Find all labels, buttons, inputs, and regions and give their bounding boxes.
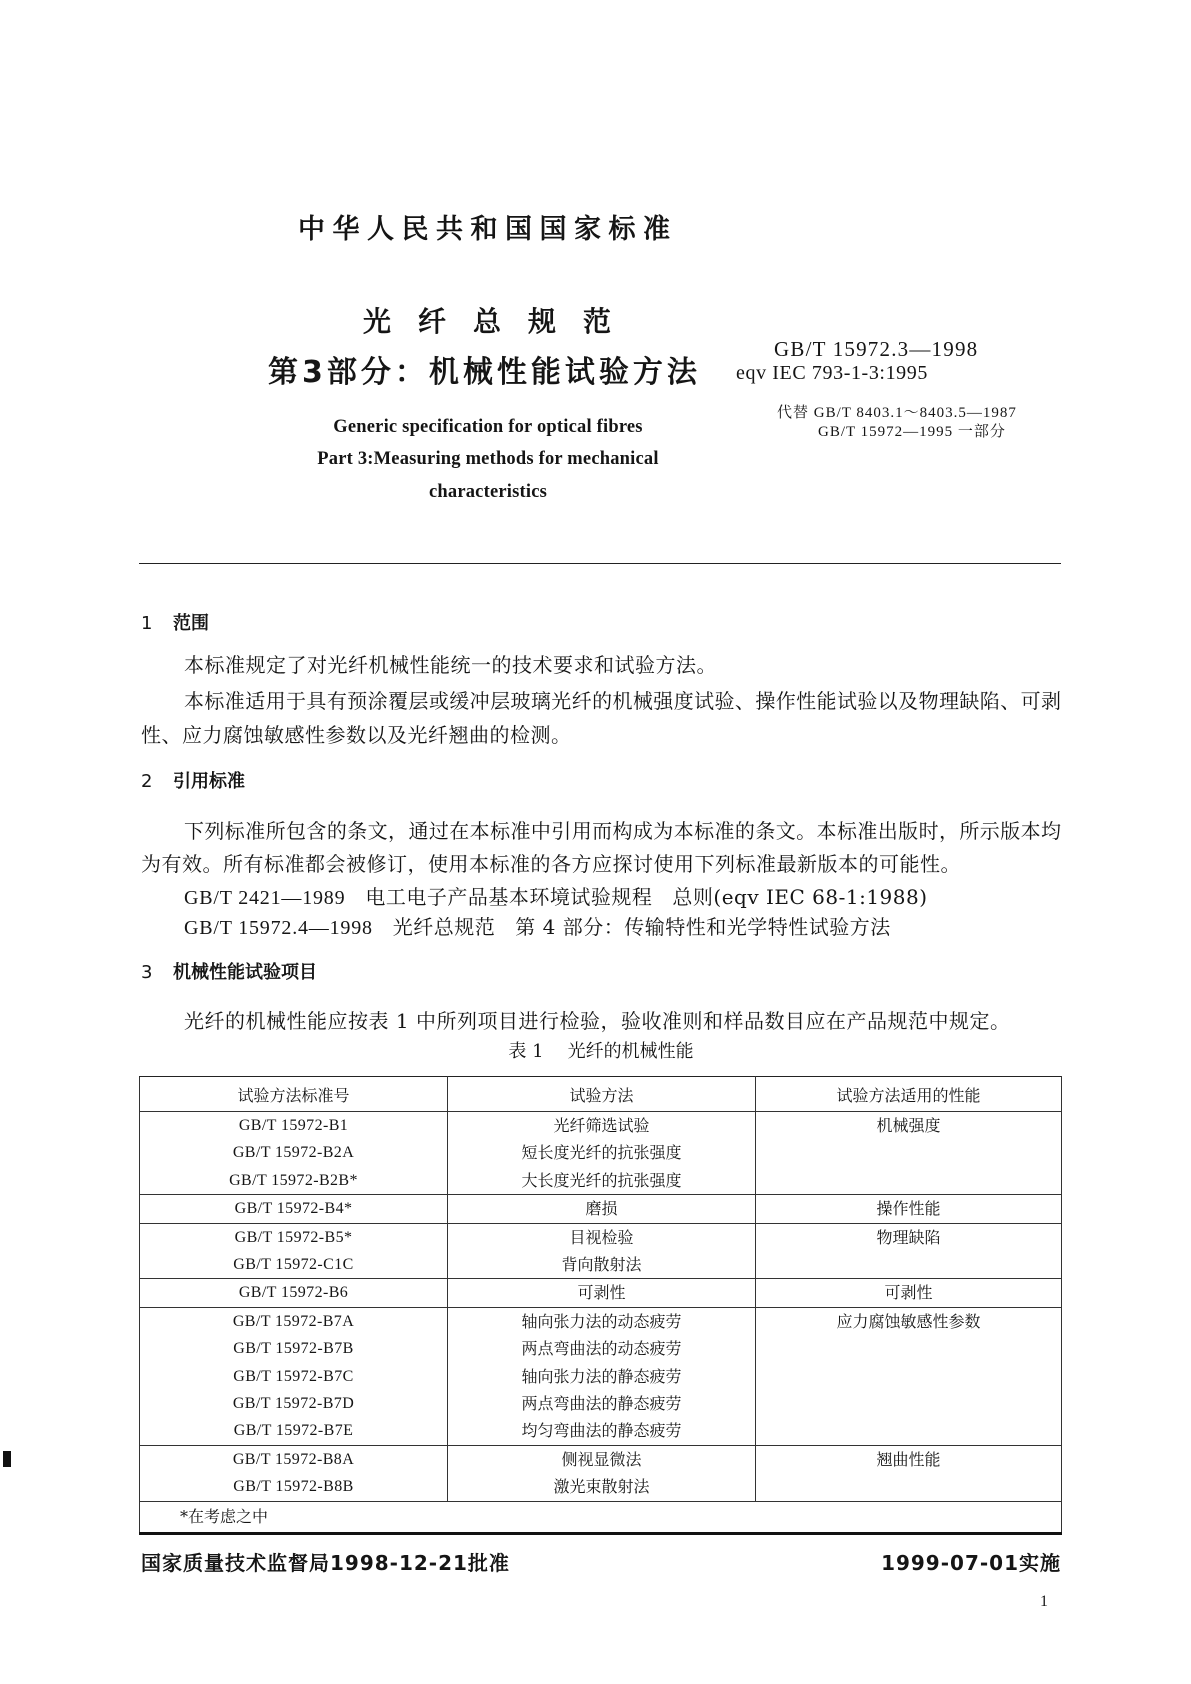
test-method-cell: 轴向张力法的动态疲劳 xyxy=(448,1307,756,1335)
table-row xyxy=(140,1445,1062,1473)
reference-title: 电工电子产品基本环境试验规程 xyxy=(365,885,653,909)
replaces-note: 代替 GB/T 8403.1～8403.5—1987 xyxy=(777,405,1017,421)
standard-number-cell: GB/T 15972-B7C xyxy=(140,1363,448,1390)
test-method-cell: 短长度光纤的抗张强度 xyxy=(448,1139,756,1166)
paragraph-line: 光纤的机械性能应按表 1 中所列项目进行检验，验收准则和样品数目应在产品规范中规定。 xyxy=(184,1009,1011,1033)
test-method-cell: 磨损 xyxy=(448,1195,756,1223)
test-method-cell: 两点弯曲法的静态疲劳 xyxy=(448,1390,756,1417)
standard-number-cell: GB/T 15972-B7A xyxy=(140,1307,448,1335)
test-method-cell: 两点弯曲法的动态疲劳 xyxy=(448,1335,756,1362)
mechanical-properties-table xyxy=(139,1076,1062,1535)
table-row xyxy=(140,1195,1062,1223)
table-row xyxy=(140,1307,1062,1335)
implementation-date: 1999-07-01实施 xyxy=(881,1551,1061,1575)
standard-number-cell: GB/T 15972-B5* xyxy=(140,1223,448,1251)
test-method-cell: 轴向张力法的静态疲劳 xyxy=(448,1363,756,1390)
section-title: 引用标准 xyxy=(173,771,245,792)
table-footnote: *在考虑之中 xyxy=(140,1501,1062,1533)
reference-item xyxy=(184,887,928,908)
test-method-cell: 侧视显微法 xyxy=(448,1445,756,1473)
table-row xyxy=(140,1112,1062,1140)
standard-number-cell: GB/T 15972-B8B xyxy=(140,1473,448,1501)
paragraph-line: 本标准适用于具有预涂覆层或缓冲层玻璃光纤的机械强度试验、操作性能试验以及物理缺陷、可剥 xyxy=(184,689,1061,713)
table-title: 光纤的机械性能 xyxy=(567,1041,694,1062)
english-title-line: Generic specification for optical fibres xyxy=(333,417,643,437)
section-number: 2 xyxy=(141,771,153,792)
paragraph-line: 下列标准所包含的条文，通过在本标准中引用而构成为本标准的条文。本标准出版时，所示版本均 xyxy=(184,819,1061,843)
standard-number-cell: GB/T 15972-B2B* xyxy=(140,1167,448,1195)
standard-number-cell: GB/T 15972-B1 xyxy=(140,1112,448,1140)
paragraph-line: 本标准规定了对光纤机械性能统一的技术要求和试验方法。 xyxy=(184,653,717,677)
scan-mark xyxy=(3,1451,11,1467)
reference-item xyxy=(184,917,891,938)
standard-number-cell: GB/T 15972-B2A xyxy=(140,1139,448,1166)
standard-number-cell: GB/T 15972-C1C xyxy=(140,1251,448,1279)
test-method-cell: 背向散射法 xyxy=(448,1251,756,1279)
standard-number-cell: GB/T 15972-B4* xyxy=(140,1195,448,1223)
applicable-property-cell: 应力腐蚀敏感性参数 xyxy=(756,1307,1062,1445)
section-heading xyxy=(141,615,209,633)
section-heading xyxy=(141,964,317,982)
standard-number-cell: GB/T 15972-B8A xyxy=(140,1445,448,1473)
test-method-cell: 目视检验 xyxy=(448,1223,756,1251)
section-number: 3 xyxy=(141,962,153,983)
approval-line: 国家质量技术监督局1998-12-21批准 xyxy=(141,1551,510,1575)
replaces-note-continued: GB/T 15972—1995 一部分 xyxy=(818,424,1006,440)
table-row xyxy=(140,1279,1062,1307)
standard-number-cell: GB/T 15972-B7B xyxy=(140,1335,448,1362)
paragraph-line: 为有效。所有标准都会被修订，使用本标准的各方应探讨使用下列标准最新版本的可能性。 xyxy=(141,852,961,876)
column-header-applicable-property: 试验方法适用的性能 xyxy=(756,1077,1062,1112)
chinese-subtitle: 第3部分：机械性能试验方法 xyxy=(268,355,701,390)
equivalence-note: eqv IEC 793-1-3:1995 xyxy=(736,362,928,384)
paragraph-line: 性、应力腐蚀敏感性参数以及光纤翘曲的检测。 xyxy=(141,723,572,747)
applicable-property-cell: 翘曲性能 xyxy=(756,1445,1062,1501)
standard-number-cell: GB/T 15972-B6 xyxy=(140,1279,448,1307)
national-standard-heading: 中华人民共和国国家标准 xyxy=(298,214,678,245)
column-header-standard-number: 试验方法标准号 xyxy=(140,1077,448,1112)
applicable-property-cell: 操作性能 xyxy=(756,1195,1062,1223)
table-caption xyxy=(401,1043,801,1061)
section-title: 机械性能试验项目 xyxy=(173,962,317,983)
section-heading xyxy=(141,773,245,791)
test-method-cell: 可剥性 xyxy=(448,1279,756,1307)
reference-title: 光纤总规范 xyxy=(392,915,496,939)
test-method-cell: 大长度光纤的抗张强度 xyxy=(448,1167,756,1195)
chinese-title: 光纤总规范 xyxy=(363,305,639,338)
english-title-line: Part 3:Measuring methods for mechanical xyxy=(317,449,659,469)
table-label: 表 1 xyxy=(508,1041,544,1062)
applicable-property-cell: 可剥性 xyxy=(756,1279,1062,1307)
standard-number-cell: GB/T 15972-B7E xyxy=(140,1417,448,1445)
column-header-test-method: 试验方法 xyxy=(448,1077,756,1112)
section-title: 范围 xyxy=(173,613,209,634)
english-title-line: characteristics xyxy=(428,482,548,502)
page-number: 1 xyxy=(1040,1593,1048,1610)
header-divider xyxy=(139,563,1061,564)
standard-number: GB/T 15972.3—1998 xyxy=(774,337,979,361)
table-body xyxy=(140,1112,1062,1534)
table-footnote-row xyxy=(140,1501,1062,1533)
reference-code: GB/T 2421—1989 xyxy=(184,887,346,909)
test-method-cell: 光纤筛选试验 xyxy=(448,1112,756,1140)
test-method-cell: 均匀弯曲法的静态疲劳 xyxy=(448,1417,756,1445)
reference-title-part: 第 4 部分：传输特性和光学特性试验方法 xyxy=(515,915,891,939)
test-method-cell: 激光束散射法 xyxy=(448,1473,756,1501)
table-header-row xyxy=(140,1077,1062,1112)
table-row xyxy=(140,1223,1062,1251)
reference-title-part: 总则(eqv IEC 68-1:1988) xyxy=(672,885,928,909)
standard-number-cell: GB/T 15972-B7D xyxy=(140,1390,448,1417)
section-number: 1 xyxy=(141,613,153,634)
applicable-property-cell: 机械强度 xyxy=(756,1112,1062,1195)
reference-code: GB/T 15972.4—1998 xyxy=(184,917,373,939)
applicable-property-cell: 物理缺陷 xyxy=(756,1223,1062,1279)
